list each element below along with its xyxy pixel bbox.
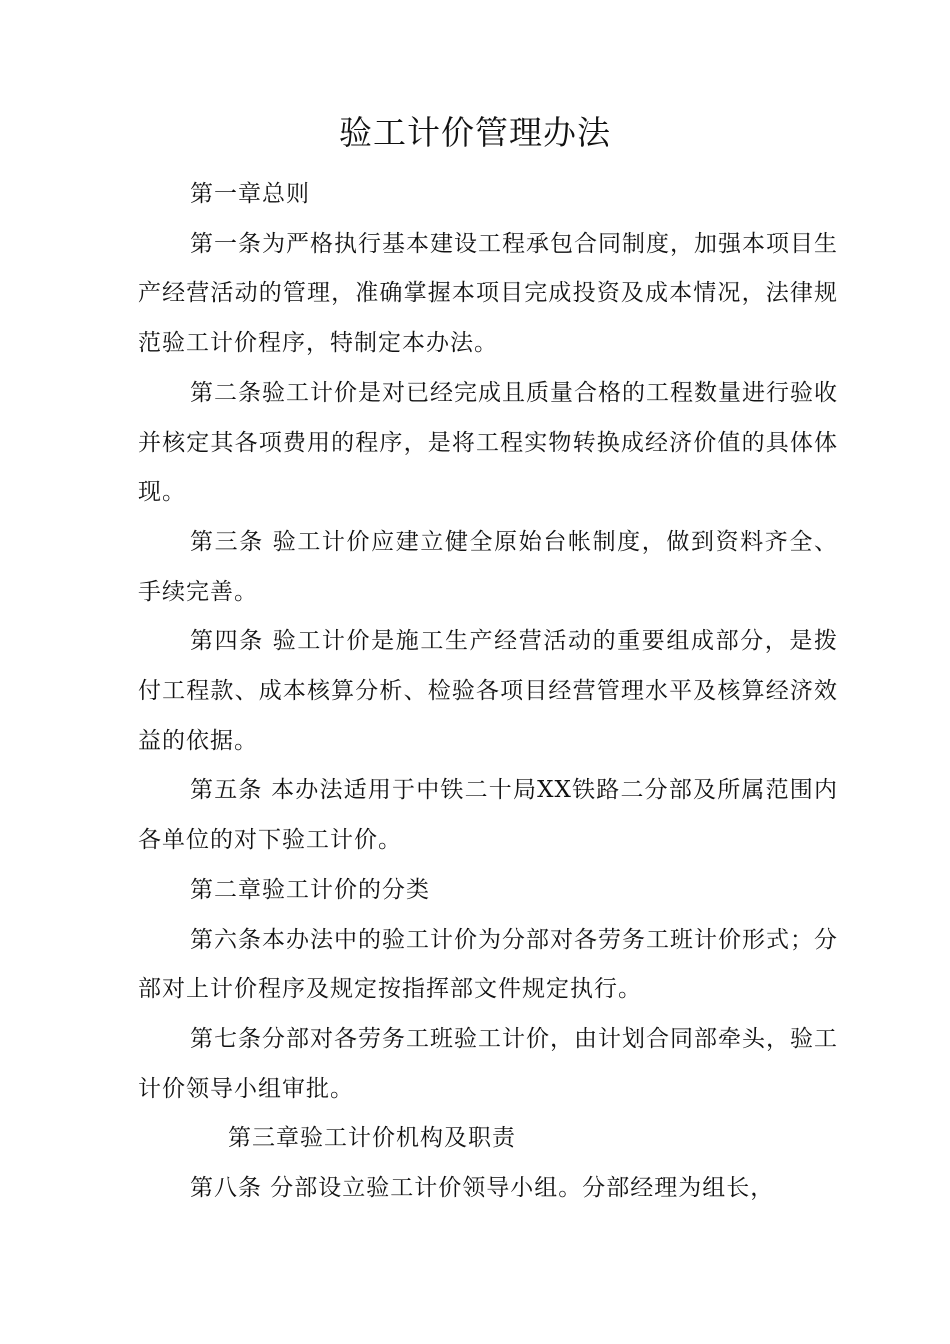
document-title: 验工计价管理办法 <box>339 113 611 152</box>
chapter-2-heading: 第二章验工计价的分类 <box>190 876 430 903</box>
article-7: 第七条分部对各劳务工班验工计价，由计划合同部牵头，验工计价领导小组审批。 <box>138 1025 838 1102</box>
article-8: 第八条 分部设立验工计价领导小组。分部经理为组长， <box>190 1175 775 1202</box>
chapter-3-heading: 第三章验工计价机构及职责 <box>228 1125 516 1152</box>
article-5: 第五条 本办法适用于中铁二十局XX铁路二分部及所属范围内各单位的对下验工计价。 <box>138 777 838 854</box>
article-4: 第四条 验工计价是施工生产经营活动的重要组成部分，是拨付工程款、成本核算分析、检验各项目经营管理水平及核算经济效益的依据。 <box>138 628 838 754</box>
chapter-1-heading: 第一章总则 <box>190 181 310 207</box>
document-body <box>138 170 838 1214</box>
article-3: 第三条 验工计价应建立健全原始台帐制度，做到资料齐全、手续完善。 <box>138 528 838 605</box>
article-2: 第二条验工计价是对已经完成且质量合格的工程数量进行验收并核定其各项费用的程序，是将工程实物转换成经济价值的具体体现。 <box>138 379 838 506</box>
article-6: 第六条本办法中的验工计价为分部对各劳务工班计价形式；分部对上计价程序及规定按指挥部文件规定执行。 <box>138 926 838 1003</box>
article-1: 第一条为严格执行基本建设工程承包合同制度，加强本项目生产经营活动的管理，准确掌握本项目完成投资及成本情况，法律规范验工计价程序，特制定本办法。 <box>138 230 838 357</box>
